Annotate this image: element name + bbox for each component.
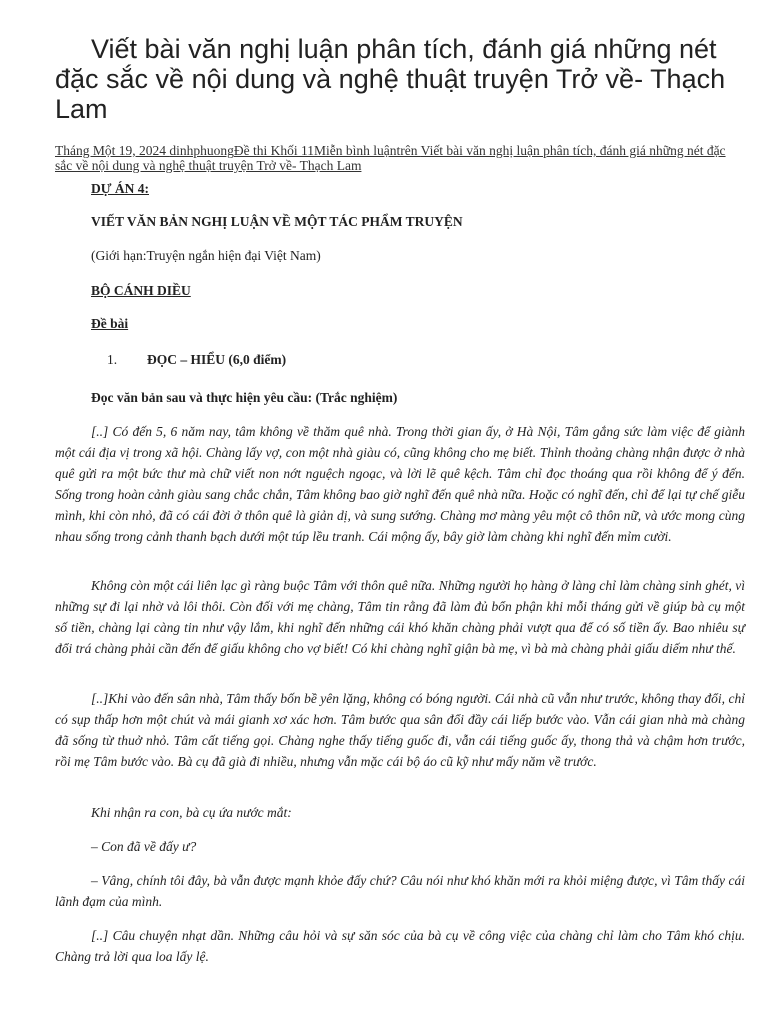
passage-paragraph <box>55 870 745 912</box>
paragraph-text: Không còn một cái liên lạc gì ràng buộc Tâm với thôn quê nữa. Những người họ hàng ở làng chỉ làm chàng sinh ghét, vì những sự đi lại nhờ vả lôi thôi. Còn đối với mẹ chàng, Tâm tin rằng đã làm đủ bổn phận khi mỗi tháng gửi về giúp bà cụ một số tiền, chàng lại càng tin như vậy lắm, khi nghĩ đến những cái khó khăn chàng phải vượt qua để có số tiền ấy. Bao nhiêu sự đổi trá chàng phải cần đến để giấu không cho vợ biết! Có khi chàng nghĩ giận bà mẹ, vì bà mà chàng phải giấu diếm như thế. <box>55 578 745 656</box>
instruction: Đọc văn bản sau và thực hiện yêu cầu: (Trắc nghiệm) <box>91 390 398 405</box>
post-title-link[interactable]: Viết bài văn nghị luận phân tích, đánh giá những nét đặc sắc về nội dung và nghệ thuật truyện Trở về- Thạch Lam <box>55 143 726 173</box>
passage-paragraph <box>55 802 745 823</box>
section-heading: VIẾT VĂN BẢN NGHỊ LUẬN VỀ MỘT TÁC PHẨM TRUYỆN <box>91 214 463 229</box>
paragraph-text: [..]Khi vào đến sân nhà, Tâm thấy bốn bề yên lặng, không có bóng người. Cái nhà cũ vẫn như trước, không thay đổi, chỉ có sụp thấp hơn một chút và mái gianh xơ xác hơn. Tâm bước qua sân đổi đầy cái liếp bước vào. Vẫn cái gian nhà mà chàng đã sống từ thuở nhỏ. Tâm cất tiếng gọi. Chàng nghe thấy tiếng guốc đi, vẫn cái tiếng guốc ấy, thong thả và chậm hơn trước, rồi mẹ Tâm bước vào. Bà cụ đã già đi nhiều, nhưng vẫn mặc cái bộ áo cũ kỹ như mấy năm về trước. <box>55 691 745 769</box>
post-date-link[interactable]: Tháng Một 19, 2024 <box>55 143 166 158</box>
paragraph-text: [..] Có đến 5, 6 năm nay, tâm không về thăm quê nhà. Trong thời gian ấy, ở Hà Nội, Tâm gắng sức làm việc để giành một cái địa vị trong xã hội. Chàng lấy vợ, con một nhà giàu có, cũng không cho mẹ biết. Thỉnh thoảng chàng nhận được ở nhà quê gửi ra một bức thư mà chữ viết non nớt nguệch ngoạc, và lời lẽ quê kệch. Tâm chỉ đọc thoáng qua rồi không để ý đến. Sống trong hoàn cảnh giàu sang chắc chắn, Tâm không bao giờ nghĩ đến quê nhà nữa. Hoặc có nghĩ đến, chỉ để lại tự chế giễu mình, khi còn nhỏ, đã có cái đời ở thôn quê là giản dị, và sung sướng. Chàng mơ màng yêu một cô thôn nữ, và ước mong cùng nhau sống trong cảnh thanh bạch dưới một túp lều tranh. Cái mộng ấy, bây giờ làm chàng khi nghĩ đến mỉm cười. <box>55 424 745 544</box>
scope-note: (Giới hạn:Truyện ngắn hiện đại Việt Nam) <box>91 248 321 263</box>
reading-section-label: ĐỌC – HIỂU (6,0 điểm) <box>147 352 287 367</box>
paragraph-text: – Con đã về đấy ư? <box>91 839 197 854</box>
passage-paragraph <box>55 421 745 547</box>
passage-paragraph <box>55 925 745 967</box>
book-label: BỘ CÁNH DIỀU <box>91 283 191 298</box>
list-item <box>107 352 117 368</box>
passage-paragraph <box>55 688 745 772</box>
paragraph-text: [..] Câu chuyện nhạt dần. Những câu hỏi và sự săn sóc của bà cụ về công việc của chàng chỉ làm cho Tâm khó chịu. Chàng trả lời qua loa lấy lệ. <box>55 928 745 964</box>
project-label: DỰ ÁN 4: <box>91 181 149 196</box>
post-categories-link[interactable]: Đề thi Khối 11Miễn bình luận <box>233 143 397 158</box>
post-meta <box>55 143 745 173</box>
post-on-label: trên <box>396 143 421 158</box>
post-author-link[interactable]: dinhphuong <box>169 143 234 158</box>
article-title: Viết bài văn nghị luận phân tích, đánh giá những nét đặc sắc về nội dung và nghệ thuật truyện Trở về- Thạch Lam <box>55 34 726 124</box>
paragraph-text: Khi nhận ra con, bà cụ ứa nước mắt: <box>91 805 292 820</box>
exam-label: Đề bài <box>91 316 129 331</box>
passage-paragraph <box>55 575 745 659</box>
paragraph-text: – Vâng, chính tôi đây, bà vẫn được mạnh khỏe đấy chứ? Câu nói như khó khăn mới ra khỏi miệng được, vì Tâm thấy cái lãnh đạm của mình. <box>55 873 745 909</box>
list-number: 1. <box>107 352 118 367</box>
passage-paragraph <box>55 836 745 857</box>
